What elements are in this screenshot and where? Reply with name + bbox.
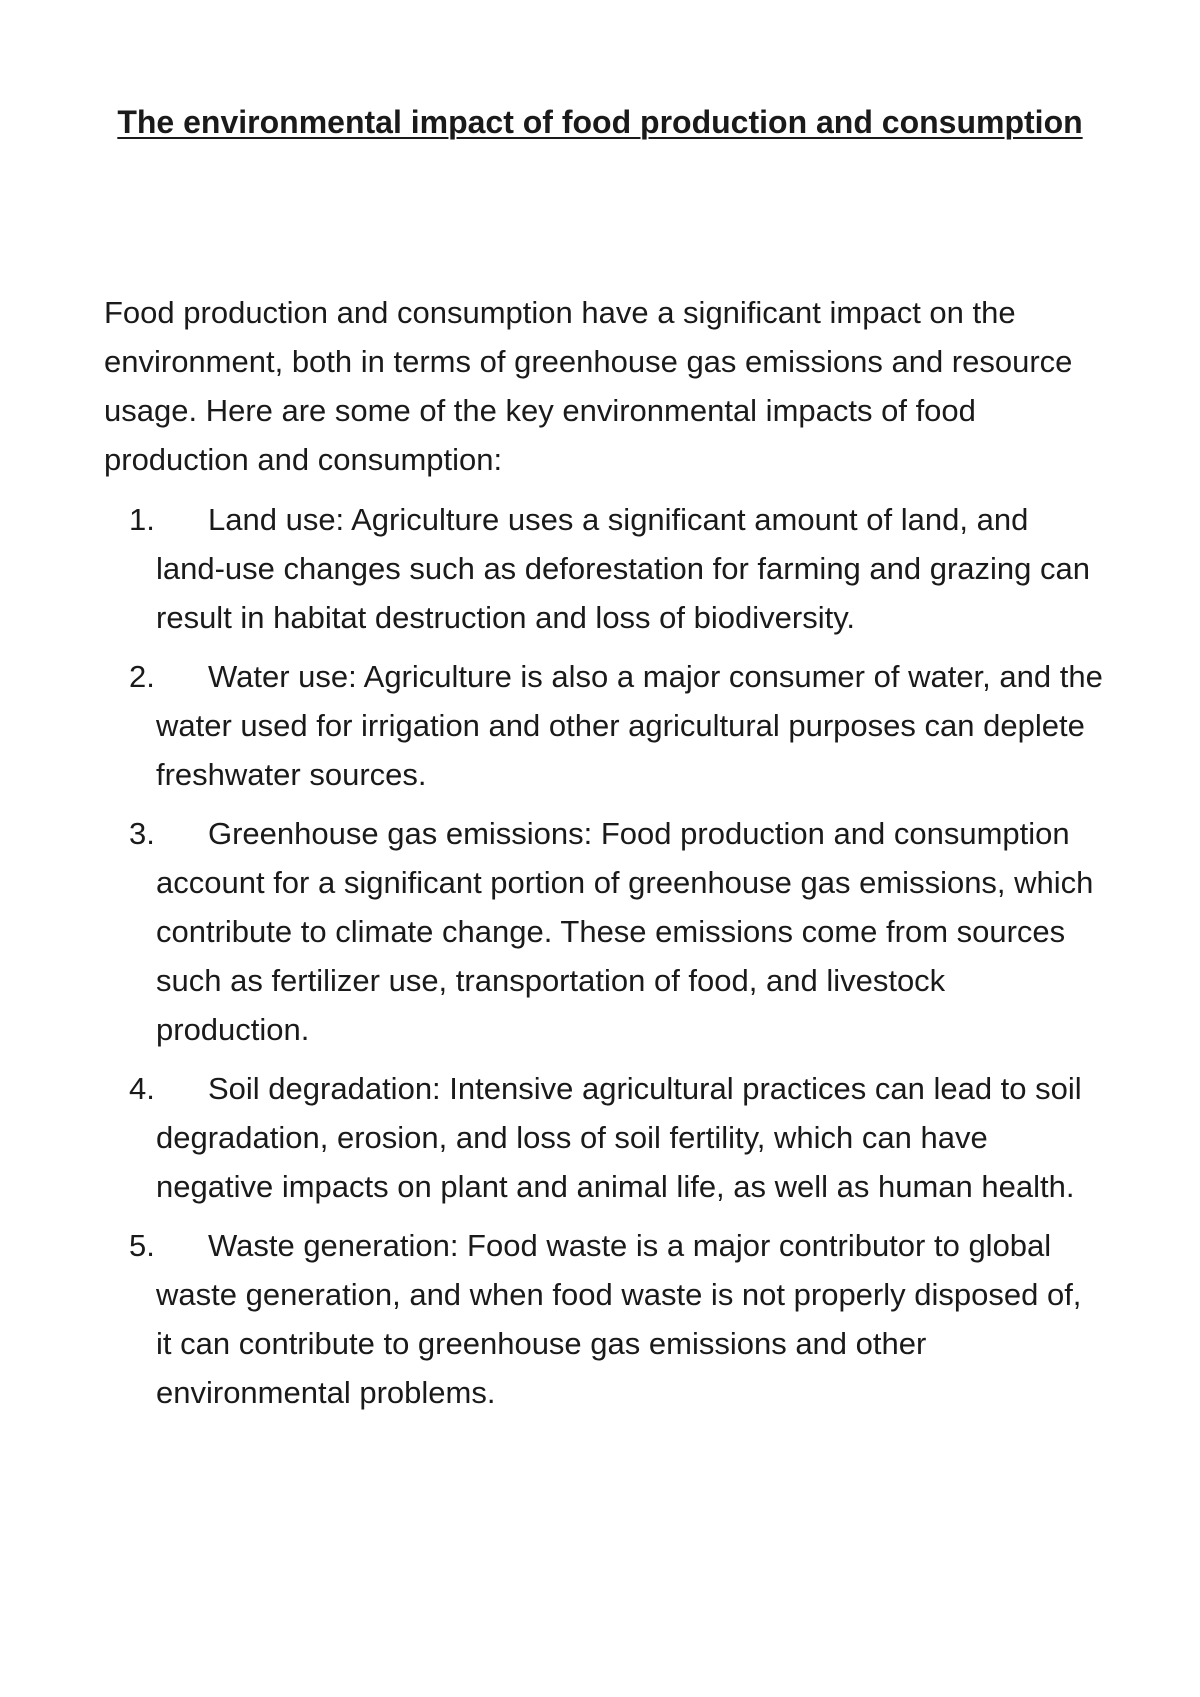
impact-list — [104, 495, 1104, 1427]
list-item — [104, 1221, 1104, 1417]
document-title: The environmental impact of food production and consumption — [117, 104, 1083, 140]
list-item-text: Soil degradation: Intensive agricultural practices can lead to soil degradation, erosion, and loss of soil fertility, which can have negative impacts on plant and animal life, as well as human health. — [156, 1071, 1082, 1204]
list-item-number: 3. — [129, 816, 155, 851]
list-item — [104, 495, 1104, 642]
list-item-text: Greenhouse gas emissions: Food production and consumption account for a significant portion of greenhouse gas emissions, which contribute to climate change. These emissions come from sources such as fertilizer use, transportation of food, and livestock production. — [156, 816, 1094, 1047]
list-item-text: Waste generation: Food waste is a major contributor to global waste generation, and when food waste is not properly disposed of, it can contribute to greenhouse gas emissions and other environmental problems. — [156, 1228, 1082, 1410]
list-item-text: Water use: Agriculture is also a major consumer of water, and the water used for irrigation and other agricultural purposes can deplete freshwater sources. — [156, 659, 1103, 792]
list-item-number: 4. — [129, 1071, 155, 1106]
list-item-number: 2. — [129, 659, 155, 694]
list-item-number: 1. — [129, 502, 155, 537]
list-item — [104, 809, 1104, 1054]
list-item-text: Land use: Agriculture uses a significant amount of land, and land-use changes such as deforestation for farming and grazing can result in habitat destruction and loss of biodiversity. — [156, 502, 1091, 635]
intro-paragraph: Food production and consumption have a significant impact on the environment, both in terms of greenhouse gas emissions and resource usage. Here are some of the key environmental impacts of food production and consumption: — [104, 295, 1073, 477]
list-item — [104, 652, 1104, 799]
list-item-number: 5. — [129, 1228, 155, 1263]
list-item — [104, 1064, 1104, 1211]
